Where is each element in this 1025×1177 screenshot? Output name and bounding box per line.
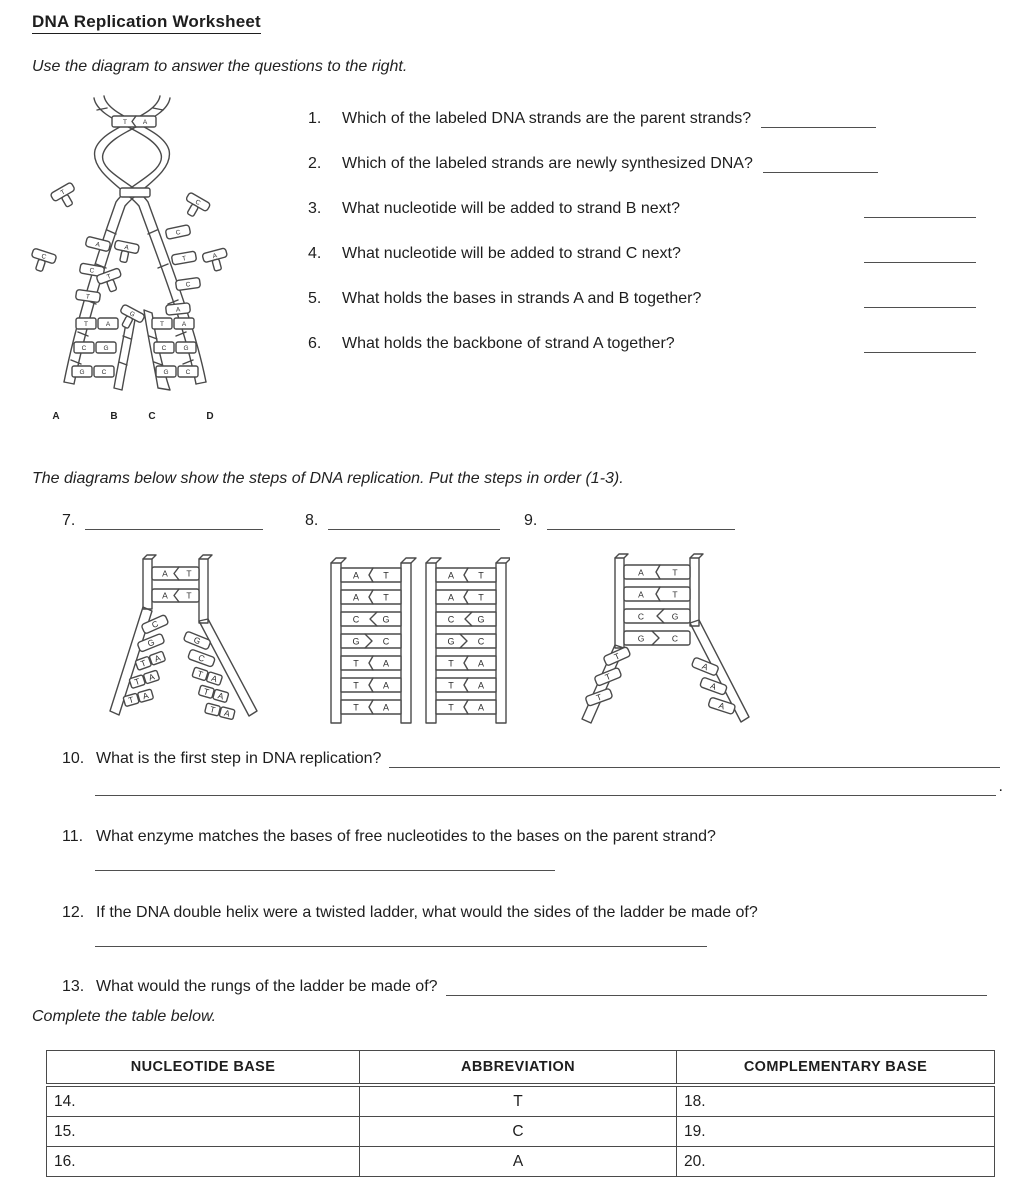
table-row <box>47 1117 995 1147</box>
base-letter: T <box>186 568 192 579</box>
question-12 <box>62 904 1012 922</box>
table-row <box>47 1085 995 1117</box>
ladder-1 <box>331 558 416 723</box>
base-letter: T <box>353 702 359 713</box>
base-letter: T <box>181 255 187 263</box>
question-4 <box>308 245 976 263</box>
answer-blank-1[interactable] <box>761 112 876 128</box>
base-letter: A <box>382 702 390 713</box>
base-letter: A <box>175 306 181 314</box>
base-letter: G <box>183 345 189 352</box>
intact-rungs <box>152 567 199 602</box>
base-letter: A <box>717 700 727 712</box>
base-letter: A <box>382 658 390 669</box>
table-row <box>47 1147 995 1177</box>
question-text: Which of the labeled DNA strands are the parent strands? <box>342 110 752 127</box>
abbreviation-value: T <box>360 1085 677 1117</box>
diagram-instruction: Use the diagram to answer the questions to the right. <box>32 58 408 75</box>
left-branch-bases <box>585 646 631 706</box>
question-text: What nucleotide will be added to strand C next? <box>342 245 681 262</box>
base-letter: G <box>79 369 85 376</box>
base-letter: G <box>637 633 645 644</box>
base-letter: C <box>40 252 48 261</box>
question-5 <box>308 290 976 308</box>
base-letter: C <box>150 618 160 631</box>
sentence-period: . <box>998 778 1003 795</box>
question-number: 1. <box>308 110 322 127</box>
base-letter: G <box>477 614 485 625</box>
base-letter: T <box>594 691 604 703</box>
base-letter: C <box>352 614 360 625</box>
question-text: What holds the backbone of strand A together? <box>342 335 675 352</box>
question-number: 9. <box>524 512 538 529</box>
question-2 <box>308 155 976 173</box>
question-text: What would the rungs of the ladder be made of? <box>96 978 438 995</box>
base-letter: A <box>212 252 219 261</box>
nucleotide-table <box>46 1050 995 1177</box>
base-letter: A <box>638 589 644 600</box>
base-letter: T <box>383 570 389 581</box>
base-letter: T <box>186 590 192 601</box>
base-letter: T <box>672 567 678 578</box>
answer-cell-16[interactable]: 16. <box>47 1147 360 1177</box>
base-letter: A <box>352 592 360 603</box>
strand-label-c: C <box>148 411 156 422</box>
base-letter: G <box>163 369 169 376</box>
question-number: 11. <box>62 828 84 845</box>
question-number: 8. <box>305 512 319 529</box>
base-letter: A <box>210 672 219 685</box>
base-letter: A <box>447 592 455 603</box>
question-8 <box>305 512 500 530</box>
base-letter: T <box>603 671 613 683</box>
base-letter: A <box>153 652 162 664</box>
answer-cell-19[interactable]: 19. <box>677 1117 995 1147</box>
base-letter: A <box>94 241 101 249</box>
question-10 <box>62 750 1000 768</box>
base-letter: C <box>185 281 191 289</box>
answer-blank-9[interactable] <box>547 514 735 530</box>
base-letter: A <box>477 702 485 713</box>
answer-blank-4[interactable] <box>864 247 976 263</box>
base-letter: C <box>196 652 207 664</box>
base-letter: A <box>477 658 485 669</box>
base-letter: A <box>162 568 168 579</box>
header-complementary-base: COMPLEMENTARY BASE <box>677 1051 995 1086</box>
answer-blank-5[interactable] <box>864 292 976 308</box>
left-paired-bases <box>72 318 118 377</box>
question-1 <box>308 110 976 128</box>
base-letter: G <box>192 634 203 647</box>
intact-rungs <box>624 565 690 645</box>
question-13 <box>62 978 987 996</box>
question-text: Which of the labeled strands are newly synthesized DNA? <box>342 155 753 172</box>
base-letter: G <box>382 614 390 625</box>
base-letter: A <box>216 690 225 702</box>
question-number: 13. <box>62 978 85 995</box>
question-number: 2. <box>308 155 322 172</box>
answer-blank-7[interactable] <box>85 514 263 530</box>
right-paired-bases <box>152 318 198 377</box>
answer-blank-3[interactable] <box>864 202 976 218</box>
helix-strands <box>64 96 206 384</box>
base-letter: G <box>128 310 136 319</box>
question-text: What holds the bases in strands A and B together? <box>342 290 702 307</box>
answer-blank-12[interactable] <box>95 930 707 947</box>
base-letter: C <box>671 633 679 644</box>
base-letter: A <box>162 590 168 601</box>
base-letter: A <box>223 707 232 719</box>
base-letter: C <box>637 611 645 622</box>
steps-instruction: The diagrams below show the steps of DNA replication. Put the steps in order (1-3). <box>32 470 624 487</box>
answer-cell-14[interactable]: 14. <box>47 1085 360 1117</box>
base-letter: A <box>142 119 148 126</box>
base-letter: T <box>448 680 454 691</box>
right-branch-bases <box>691 657 735 715</box>
base-letter: C <box>175 229 182 237</box>
answer-blank-10[interactable] <box>389 752 1000 768</box>
question-number: 5. <box>308 290 322 307</box>
base-letter: T <box>448 658 454 669</box>
answer-cell-20[interactable]: 20. <box>677 1147 995 1177</box>
base-letter: T <box>160 321 164 328</box>
header-abbreviation: ABBREVIATION <box>360 1051 677 1086</box>
base-letter: T <box>478 570 484 581</box>
answer-blank-11[interactable] <box>95 854 555 871</box>
answer-blank-13[interactable] <box>446 980 987 996</box>
base-letter: T <box>353 658 359 669</box>
base-letter: C <box>185 369 191 376</box>
question-text: If the DNA double helix were a twisted ladder, what would the sides of the ladder be made of? <box>96 904 758 921</box>
base-letter: T <box>85 293 91 301</box>
ladder-2 <box>426 558 510 723</box>
base-letter: C <box>101 369 107 376</box>
base-letter: T <box>106 273 113 282</box>
header-nucleotide-base: NUCLEOTIDE BASE <box>47 1051 360 1086</box>
strand-label-b: B <box>110 411 118 422</box>
base-letter: A <box>709 680 718 692</box>
base-letter: T <box>59 188 67 197</box>
answer-blank-2[interactable] <box>763 157 878 173</box>
question-text: What is the first step in DNA replication? <box>96 750 382 767</box>
base-letter: A <box>123 243 130 252</box>
answer-blank-8[interactable] <box>328 514 500 530</box>
base-letter: T <box>353 680 359 691</box>
base-letter: C <box>81 345 87 352</box>
abbreviation-value: C <box>360 1117 677 1147</box>
question-number: 3. <box>308 200 322 217</box>
free-nucleotides <box>28 182 230 333</box>
base-letter: A <box>382 680 390 691</box>
base-letter: T <box>383 592 389 603</box>
base-letter: A <box>700 660 710 673</box>
base-letter: T <box>139 657 148 669</box>
base-letter: T <box>612 650 622 662</box>
base-letter: G <box>447 636 455 647</box>
strand-label-a: A <box>52 411 60 422</box>
base-letter: A <box>147 671 156 683</box>
base-letter: A <box>181 321 187 328</box>
replication-fork-diagram <box>28 92 243 427</box>
page-title: DNA Replication Worksheet <box>32 12 261 34</box>
base-letter: A <box>477 680 485 691</box>
base-letter: T <box>672 589 678 600</box>
table-instruction: Complete the table below. <box>32 1008 217 1025</box>
answer-blank-6[interactable] <box>864 337 976 353</box>
base-letter: A <box>141 690 150 702</box>
left-rail-bases <box>75 236 113 302</box>
base-letter: G <box>671 611 679 622</box>
right-rail-bases <box>165 225 200 316</box>
question-6 <box>308 335 976 353</box>
question-11 <box>62 828 1012 846</box>
base-letter: G <box>145 636 156 649</box>
base-letter: T <box>196 668 205 680</box>
base-letter: T <box>448 702 454 713</box>
base-letter: T <box>202 686 211 698</box>
question-number: 10. <box>62 750 85 767</box>
question-3 <box>308 200 976 218</box>
base-letter: T <box>208 704 217 716</box>
base-letter: C <box>193 198 202 207</box>
step-diagram-two-ladders <box>325 555 510 730</box>
base-letter: A <box>105 321 111 328</box>
strand-label-d: D <box>206 411 214 422</box>
left-branch-bases <box>123 614 169 706</box>
answer-cell-15[interactable]: 15. <box>47 1117 360 1147</box>
base-letter: T <box>123 119 127 126</box>
base-letter: C <box>382 636 390 647</box>
base-letter: C <box>88 267 95 275</box>
question-number: 7. <box>62 512 76 529</box>
base-letter: A <box>352 570 360 581</box>
base-letter: C <box>447 614 455 625</box>
question-9 <box>524 512 735 530</box>
question-text: What nucleotide will be added to strand B next? <box>342 200 680 217</box>
base-letter: G <box>352 636 360 647</box>
question-text: What enzyme matches the bases of free nucleotides to the bases on the parent strand? <box>96 828 716 845</box>
base-letter: G <box>103 345 109 352</box>
question-7 <box>62 512 263 530</box>
base-letter: C <box>477 636 485 647</box>
base-letter: C <box>161 345 167 352</box>
base-letter: T <box>84 321 88 328</box>
answer-blank-10-line2[interactable] <box>95 779 996 796</box>
question-number: 12. <box>62 904 85 921</box>
answer-line-10-continued <box>95 778 1003 796</box>
question-number: 4. <box>308 245 322 262</box>
abbreviation-value: A <box>360 1147 677 1177</box>
step-diagram-partially-unzipped <box>563 553 763 733</box>
base-letter: T <box>127 694 135 706</box>
table-header-row <box>47 1051 995 1086</box>
base-letter: T <box>133 676 142 688</box>
base-letter: A <box>447 570 455 581</box>
base-letter: A <box>638 567 644 578</box>
answer-cell-18[interactable]: 18. <box>677 1085 995 1117</box>
question-number: 6. <box>308 335 322 352</box>
base-letter: T <box>478 592 484 603</box>
step-diagram-unzipping-fork <box>95 553 270 731</box>
